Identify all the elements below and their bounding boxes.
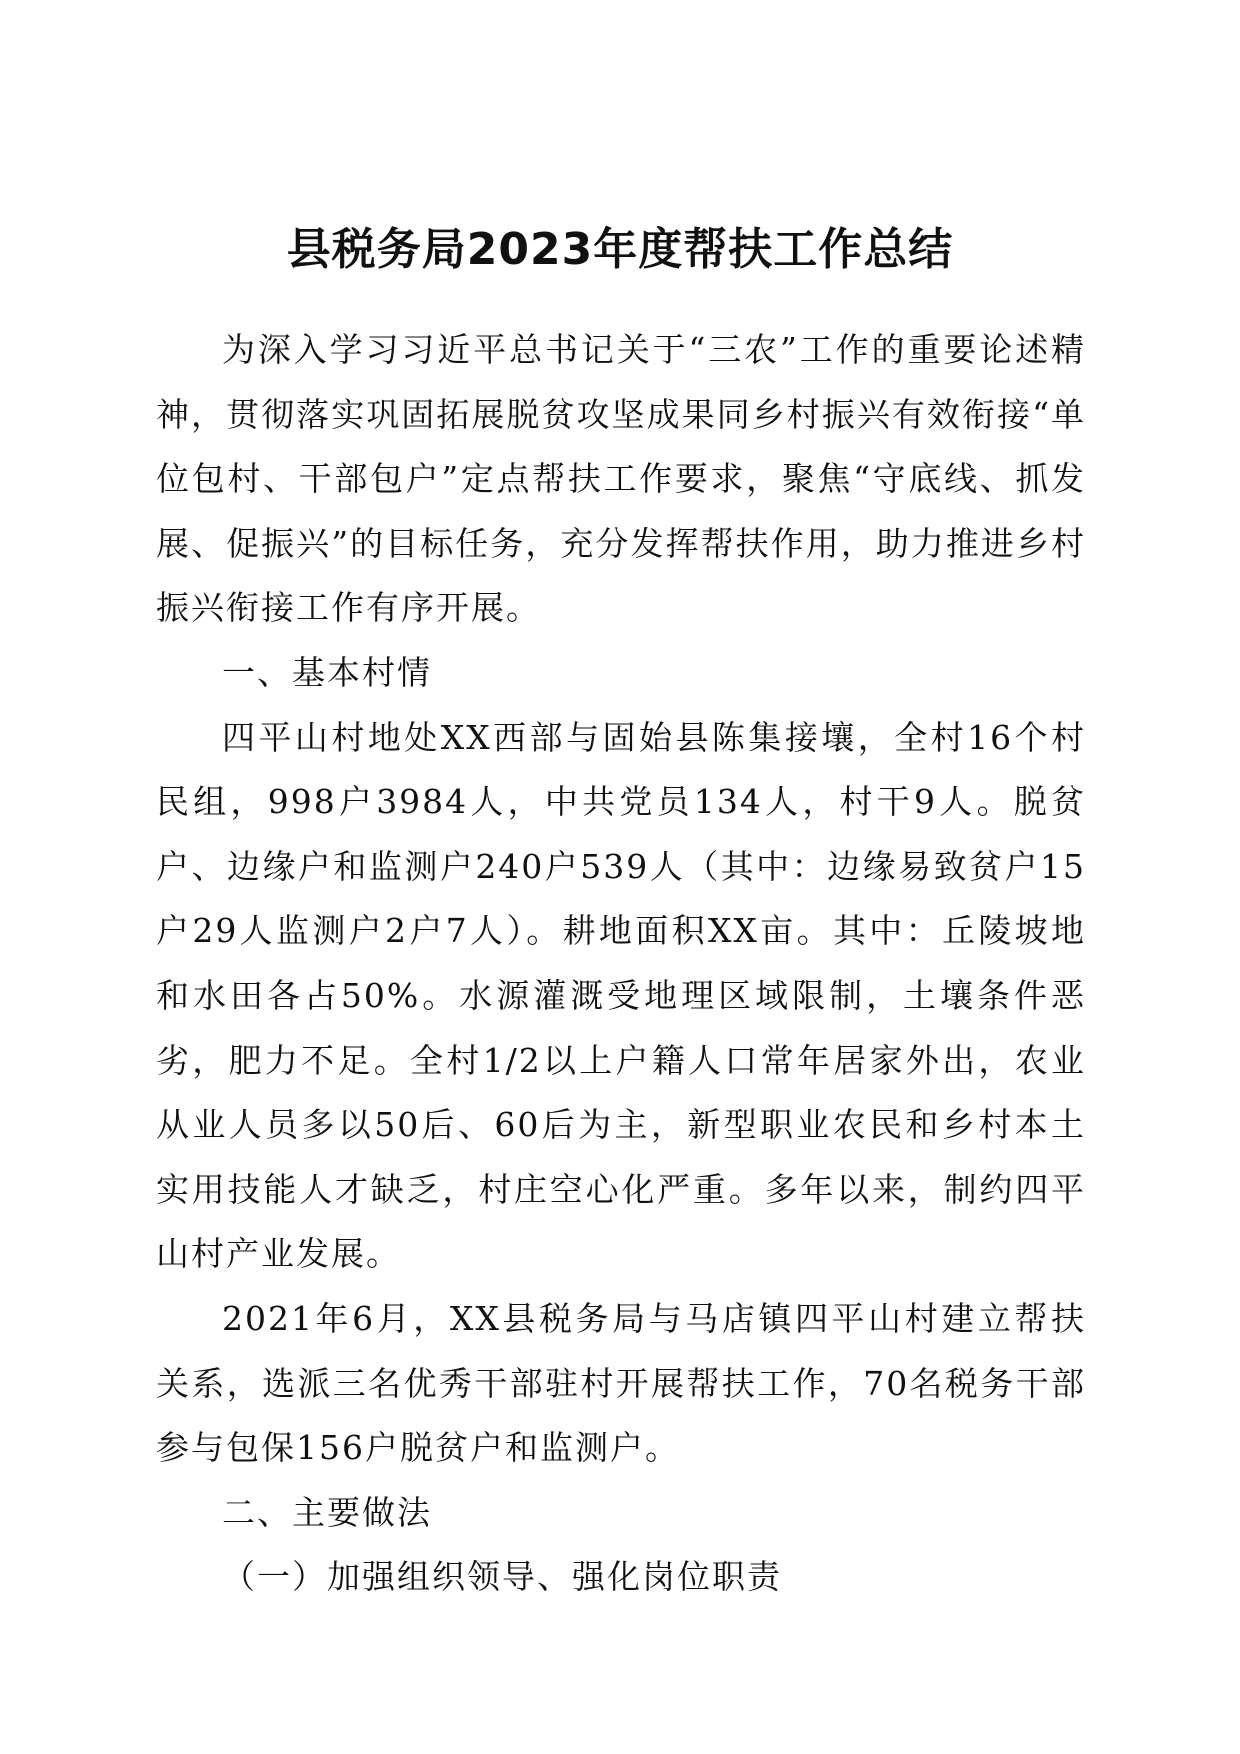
section-heading-main-practices: 二、主要做法 [222, 1492, 432, 1532]
section-heading-basic-village-info: 一、基本村情 [222, 652, 432, 692]
subsection-heading-organization: （一）加强组织领导、强化岗位职责 [222, 1557, 782, 1597]
village-info-paragraph: 四平山村地处XX西部与固始县陈集接壤，全村16个村民组，998户3984人，中共党员134人，村干9人。脱贫户、边缘户和监测户240户539人（其中：边缘易致贫户15户29人监测户2户7人）。耕地面积XX亩。其中：丘陵坡地和水田各占50%。水源灌溉受地理区域限制，土壤条件恶劣，肥力不足。全村1/2以上户籍人口常年居家外出，农业从业人员多以50后、60后为主，新型职业农民和乡村本土实用技能人才缺乏，村庄空心化严重。多年以来，制约四平山村产业发展。 [156, 717, 1086, 1274]
intro-paragraph: 为深入学习习近平总书记关于“三农”工作的重要论述精神，贯彻落实巩固拓展脱贫攻坚成果同乡村振兴有效衔接“单位包村、干部包户”定点帮扶工作要求，聚焦“守底线、抓发展、促振兴”的目标任务，充分发挥帮扶作用，助力推进乡村振兴衔接工作有序开展。 [156, 330, 1086, 628]
assistance-relation-paragraph: 2021年6月，XX县税务局与马店镇四平山村建立帮扶关系，选派三名优秀干部驻村开展帮扶工作，70名税务干部参与包保156户脱贫户和监测户。 [156, 1298, 1086, 1468]
document-title: 县税务局2023年度帮扶工作总结 [286, 224, 954, 275]
document-body [156, 318, 1086, 1610]
